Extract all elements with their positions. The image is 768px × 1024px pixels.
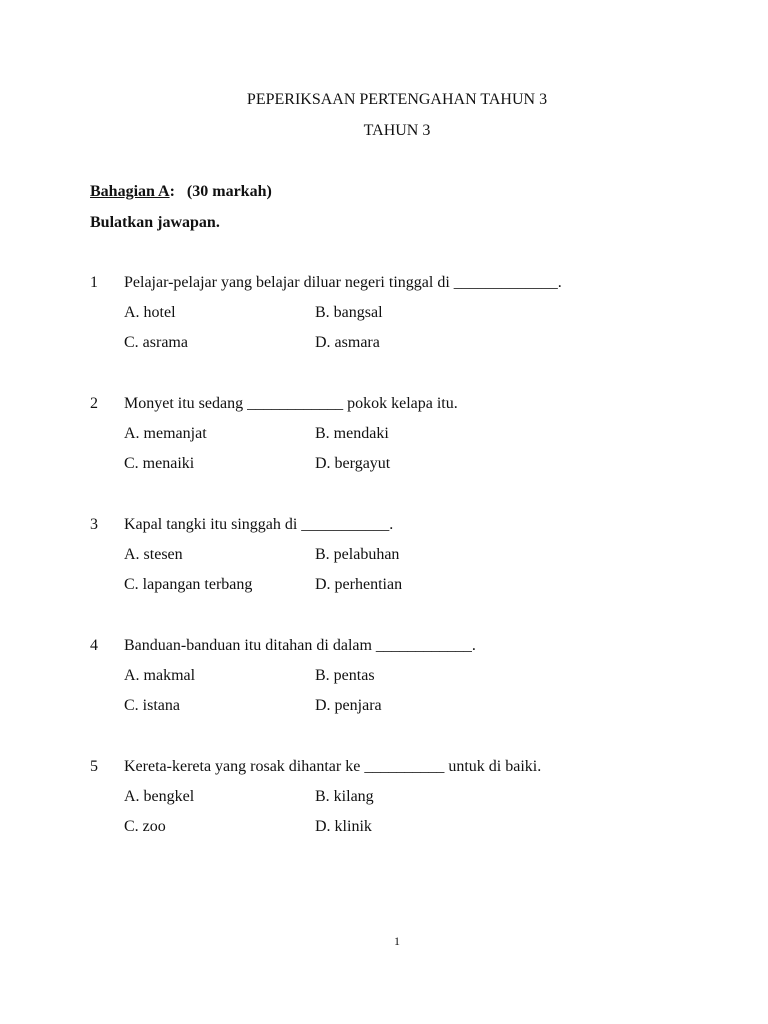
- question-number: 1: [90, 274, 98, 291]
- exam-subtitle: TAHUN 3: [363, 122, 431, 139]
- question-2: [90, 395, 730, 485]
- page-number: 1: [394, 934, 400, 948]
- question-number: 3: [90, 516, 98, 533]
- question-5: [90, 758, 730, 848]
- option-b: B. mendaki: [315, 425, 389, 442]
- option-a: A. bengkel: [124, 788, 195, 805]
- section-name: Bahagian A: [90, 183, 170, 200]
- option-b: B. pentas: [315, 667, 375, 684]
- question-3: [90, 516, 730, 606]
- option-d: D. perhentian: [315, 576, 403, 593]
- exam-title: PEPERIKSAAN PERTENGAHAN TAHUN 3: [246, 91, 548, 108]
- question-text: Kereta-kereta yang rosak dihantar ke __________ untuk di baiki.: [124, 758, 542, 775]
- section-heading: [90, 183, 272, 201]
- option-d: D. penjara: [315, 697, 382, 714]
- question-text: Kapal tangki itu singgah di ___________.: [124, 516, 394, 533]
- option-c: C. menaiki: [124, 455, 195, 472]
- option-d: D. asmara: [315, 334, 380, 351]
- option-d: D. bergayut: [315, 455, 391, 472]
- section-marks: (30 markah): [186, 183, 272, 200]
- question-number: 4: [90, 637, 98, 654]
- section-colon: :: [169, 183, 175, 200]
- option-c: C. zoo: [124, 818, 166, 835]
- option-a: A. makmal: [124, 667, 196, 684]
- option-c: C. istana: [124, 697, 180, 714]
- option-b: B. kilang: [315, 788, 374, 805]
- option-b: B. bangsal: [315, 304, 383, 321]
- option-a: A. memanjat: [124, 425, 207, 442]
- question-text: Pelajar-pelajar yang belajar diluar negeri tinggal di _____________.: [124, 274, 562, 291]
- question-4: [90, 637, 730, 727]
- option-c: C. lapangan terbang: [124, 576, 253, 593]
- option-d: D. klinik: [315, 818, 372, 835]
- option-a: A. hotel: [124, 304, 176, 321]
- option-a: A. stesen: [124, 546, 183, 563]
- option-b: B. pelabuhan: [315, 546, 400, 563]
- section-instruction: Bulatkan jawapan.: [90, 214, 220, 231]
- option-c: C. asrama: [124, 334, 188, 351]
- question-text: Monyet itu sedang ____________ pokok kelapa itu.: [124, 395, 458, 412]
- question-text: Banduan-banduan itu ditahan di dalam ____________.: [124, 637, 476, 654]
- question-number: 2: [90, 395, 98, 412]
- question-number: 5: [90, 758, 98, 775]
- question-1: [90, 274, 730, 364]
